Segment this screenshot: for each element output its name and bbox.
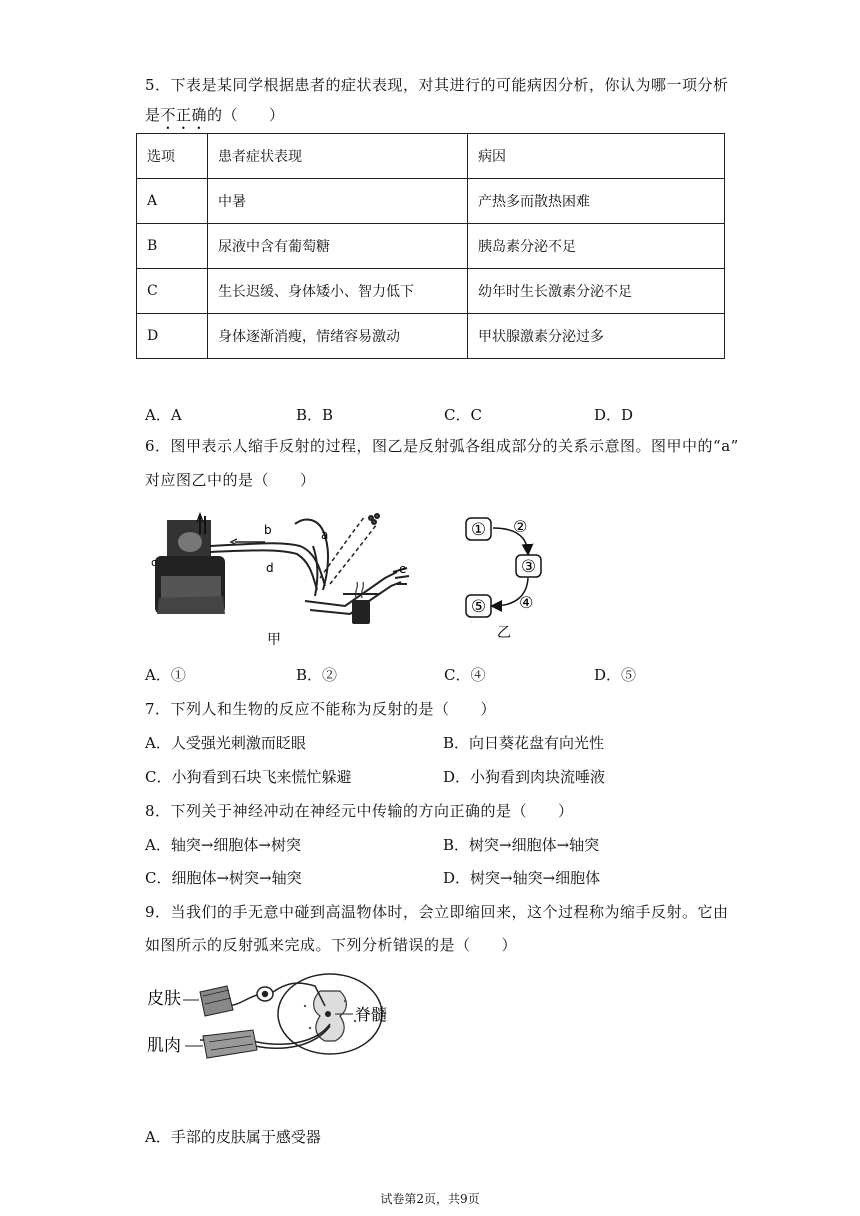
q5-stem-line1: 5．下表是某同学根据患者的症状表现，对其进行的可能病因分析，你认为哪一项分析 <box>145 76 729 94</box>
node-5-label: ⑤ <box>470 597 487 617</box>
label-muscle: 肌肉 <box>147 1036 181 1056</box>
table-cell: 尿液中含有葡萄糖 <box>208 224 468 269</box>
q5-stem-pre: 是 <box>145 106 161 124</box>
spinal-cord-illustration <box>155 514 225 614</box>
q6-option-c[interactable]: C．④ <box>444 666 486 684</box>
node-1-label: ① <box>470 520 487 540</box>
q8-option-d[interactable]: D．树突→轴突→细胞体 <box>443 869 601 887</box>
label-a: a <box>321 528 329 542</box>
muscle-illustration <box>203 1030 257 1058</box>
q9-stem-line2: 如图所示的反射弧来完成。下列分析错误的是（ ） <box>145 936 518 954</box>
q5-stem-post: 的（ ） <box>207 106 285 124</box>
table-row <box>137 224 725 269</box>
table-row <box>137 179 725 224</box>
q9-stem-line1: 9．当我们的手无意中碰到高温物体时，会立即缩回来，这个过程称为缩手反射。它由 <box>145 903 729 921</box>
arrow-2-label: ② <box>513 517 528 536</box>
q7-option-b[interactable]: B．向日葵花盘有向光性 <box>443 734 605 752</box>
table-cell: 生长迟缓、身体矮小、智力低下 <box>208 269 468 314</box>
q8-option-c[interactable]: C．细胞体→树突→轴突 <box>145 869 302 887</box>
table-cell: C <box>137 269 208 314</box>
q6-option-b[interactable]: B．② <box>296 666 338 684</box>
table-cell: 胰岛素分泌不足 <box>468 224 725 269</box>
q7-option-d[interactable]: D．小狗看到肉块流唾液 <box>443 768 606 786</box>
q5-table <box>136 133 725 359</box>
table-header-cell: 选项 <box>137 134 208 179</box>
caption-yi: 乙 <box>497 625 511 640</box>
table-cell: B <box>137 224 208 269</box>
q6-option-d[interactable]: D．⑤ <box>594 666 637 684</box>
table-cell: A <box>137 179 208 224</box>
q8-stem: 8．下列关于神经冲动在神经元中传输的方向正确的是（ ） <box>145 802 574 820</box>
label-skin: 皮肤 <box>147 989 181 1009</box>
q8-option-b[interactable]: B．树突→细胞体→轴突 <box>443 836 600 854</box>
q5-option-c[interactable]: C．C <box>444 406 482 424</box>
arrow-4-label: ④ <box>519 593 534 612</box>
q6-stem-line1: 6．图甲表示人缩手反射的过程，图乙是反射弧各组成部分的关系示意图。图甲中的“a” <box>145 437 739 455</box>
table-cell: D <box>137 314 208 359</box>
skin-illustration <box>200 986 233 1016</box>
table-cell: 产热多而散热困难 <box>468 179 725 224</box>
table-cell: 中暑 <box>208 179 468 224</box>
table-header-cell: 病因 <box>468 134 725 179</box>
node-3-label: ③ <box>520 557 537 577</box>
q5-option-d[interactable]: D．D <box>594 406 634 424</box>
page-footer: 试卷第2页，共9页 <box>380 1192 480 1206</box>
q5-option-b[interactable]: B．B <box>296 406 334 424</box>
q7-option-a[interactable]: A．人受强光刺激而眨眼 <box>145 734 306 752</box>
q7-stem: 7．下列人和生物的反应不能称为反射的是（ ） <box>145 700 497 718</box>
q9-reflex-arc-figure <box>145 966 445 1076</box>
q6-figure-jia <box>145 506 430 654</box>
q5-option-a[interactable]: A．A <box>145 406 182 424</box>
q9-option-a[interactable]: A．手部的皮肤属于感受器 <box>145 1128 321 1146</box>
label-e: e <box>399 562 407 576</box>
label-spinal-cord: 脊髓 <box>355 1005 388 1024</box>
label-d: d <box>266 561 274 575</box>
table-header-row <box>137 134 725 179</box>
table-row <box>137 314 725 359</box>
q6-option-a[interactable]: A．① <box>145 666 186 684</box>
arm-illustration <box>295 514 409 614</box>
q6-stem-line2: 对应图乙中的是（ ） <box>145 471 316 489</box>
q7-option-c[interactable]: C．小狗看到石块飞来慌忙躲避 <box>145 768 352 786</box>
table-cell: 幼年时生长激素分泌不足 <box>468 269 725 314</box>
table-header-cell: 患者症状表现 <box>208 134 468 179</box>
table-row <box>137 269 725 314</box>
q8-option-a[interactable]: A．轴突→细胞体→树突 <box>145 836 301 854</box>
q6-figure-yi <box>455 510 565 640</box>
caption-jia: 甲 <box>267 632 281 648</box>
q5-stem-line2 <box>145 104 285 133</box>
table-cell: 甲状腺激素分泌过多 <box>468 314 725 359</box>
table-cell: 身体逐渐消瘦，情绪容易激动 <box>208 314 468 359</box>
q5-stem-emphasis: 不正确 <box>160 106 208 124</box>
label-b: b <box>264 523 272 537</box>
label-c: c <box>151 556 158 569</box>
